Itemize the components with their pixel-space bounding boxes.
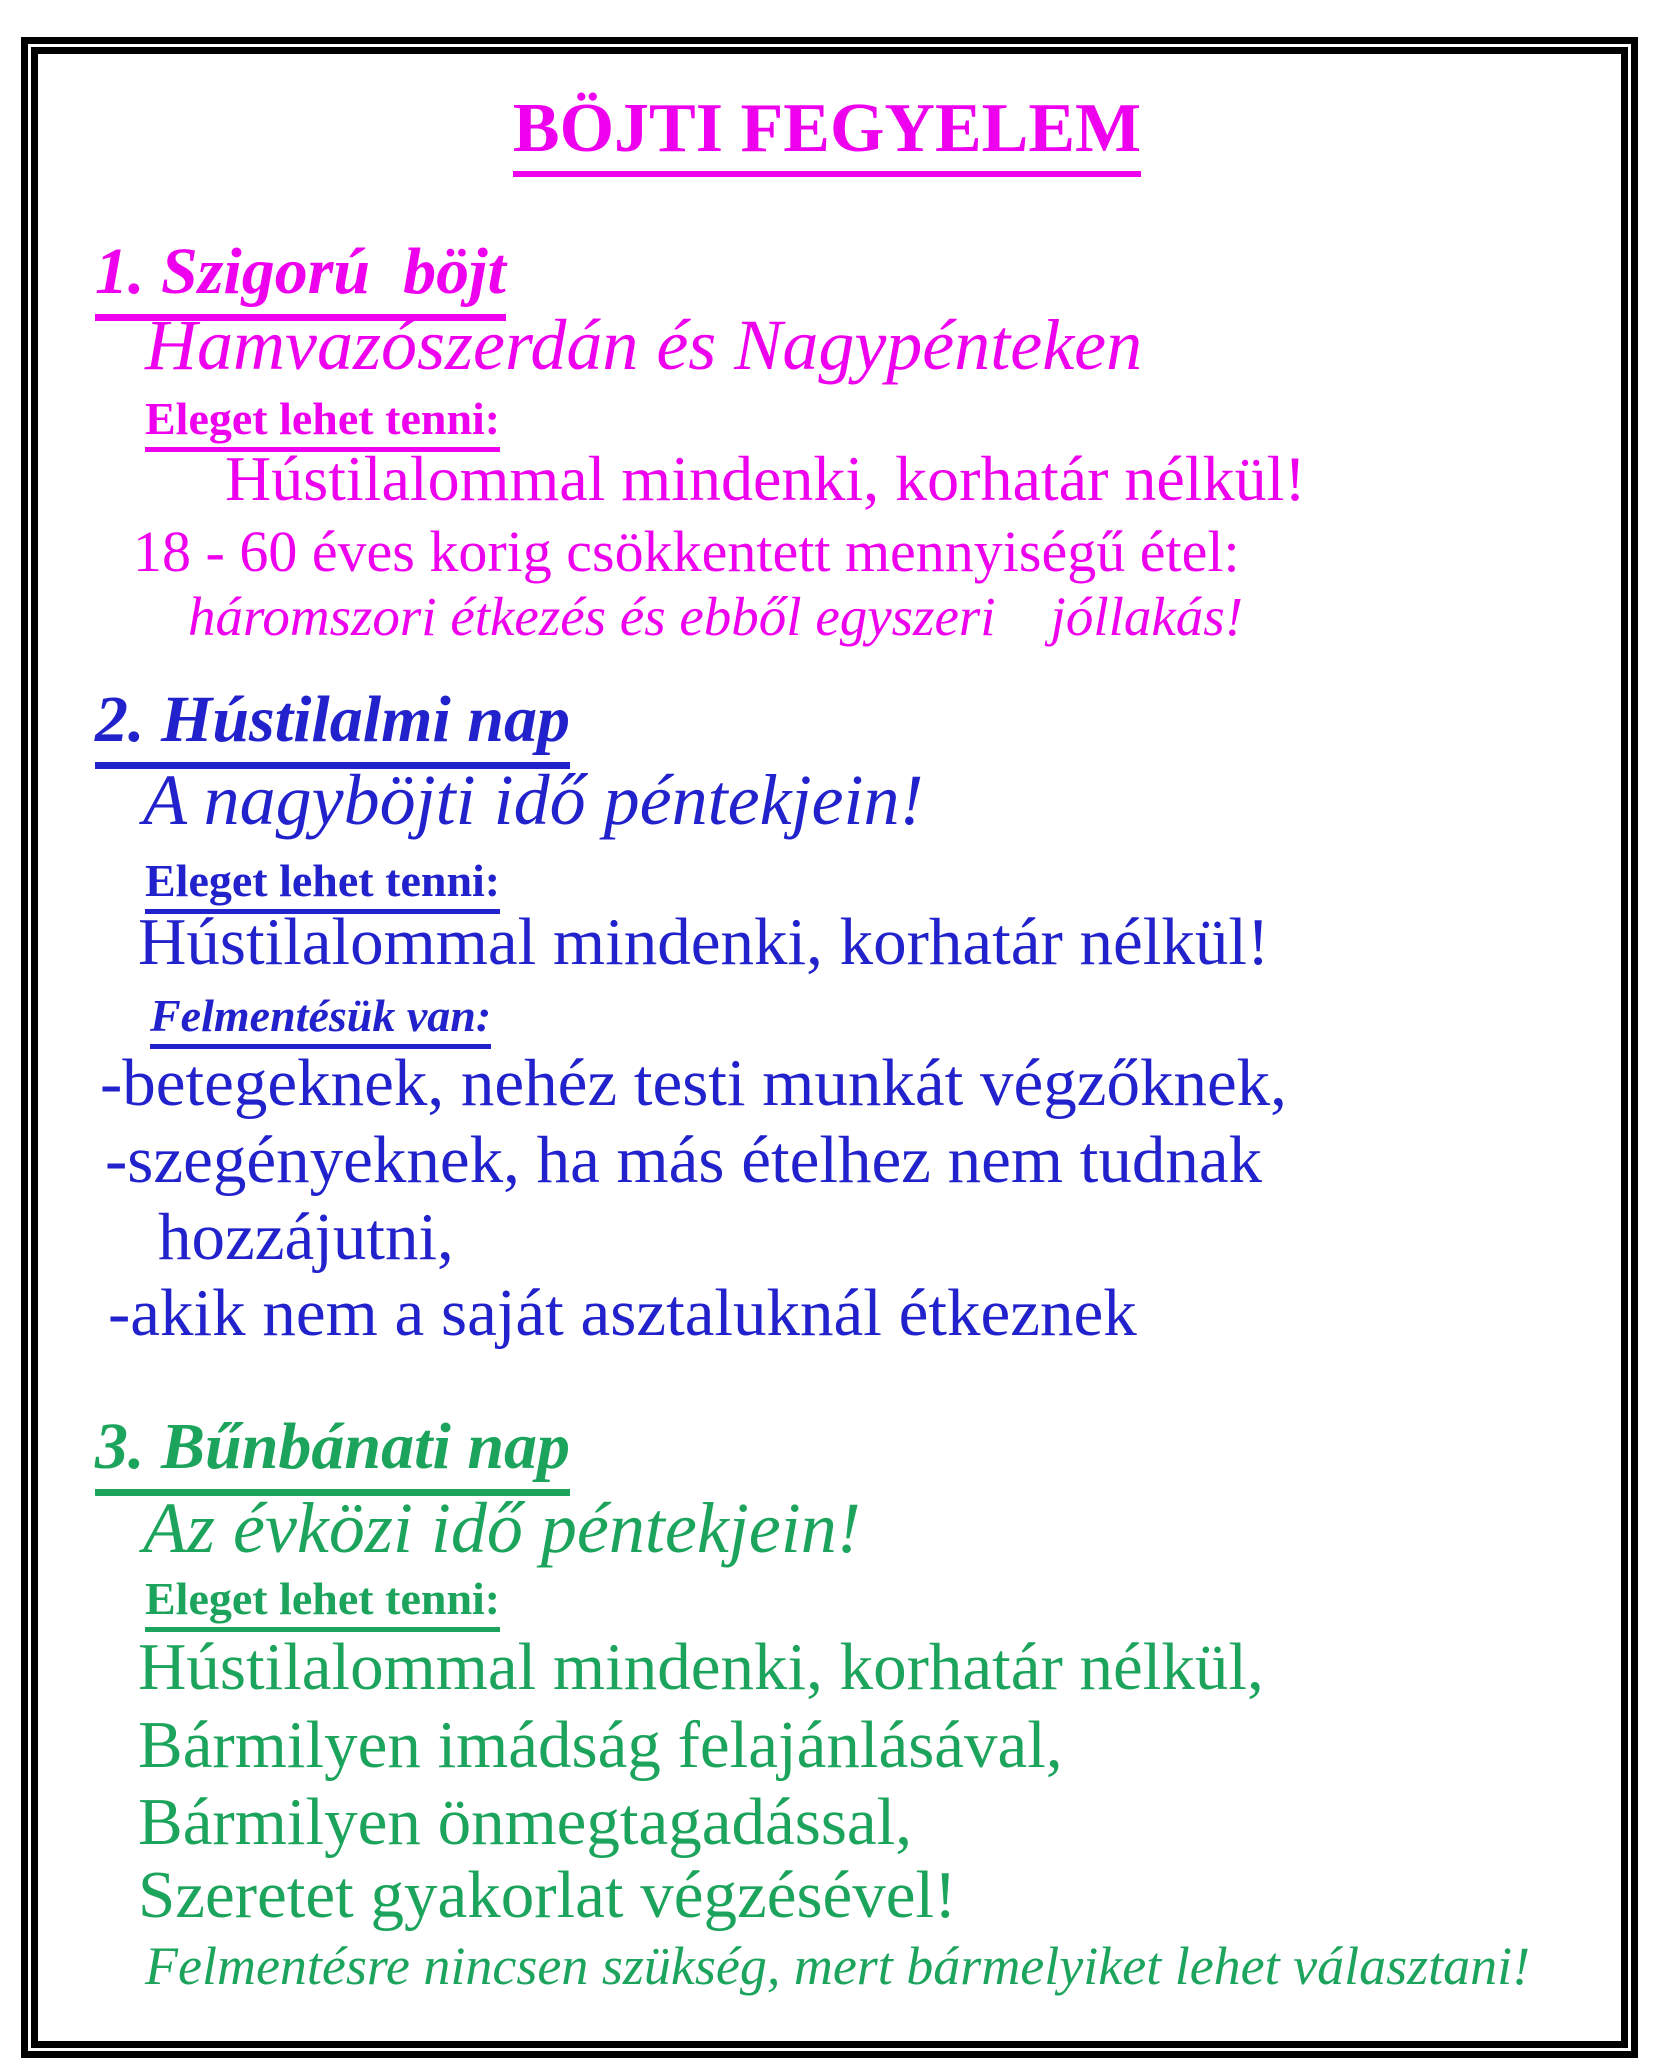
fulfill-option-2: Bármilyen imádság felajánlásával, (138, 1708, 1063, 1782)
exemption-item-1: -betegeknek, nehéz testi munkát végzőknek, (100, 1046, 1287, 1120)
fulfill-option-4: Szeretet gyakorlat végzésével! (138, 1858, 957, 1932)
section-2-subtitle: A nagyböjti idő péntekjein! (143, 760, 924, 840)
section-3-heading: 3. Bűnbánati nap (95, 1410, 570, 1496)
section-3-fulfill-label: Eleget lehet tenni: (145, 1573, 500, 1632)
exemption-item-2-continued: hozzájutni, (158, 1200, 454, 1274)
section-2-fulfill-line: Hústilalommal mindenki, korhatár nélkül! (138, 905, 1270, 979)
fulfill-option-1: Hústilalommal mindenki, korhatár nélkül, (138, 1630, 1264, 1704)
section-1-age-rule: 18 - 60 éves korig csökkentett mennyiségű étel: (133, 519, 1240, 584)
section-1-subtitle: Hamvazószerdán és Nagypénteken (145, 305, 1143, 385)
section-2-fulfill-label: Eleget lehet tenni: (145, 855, 500, 914)
exemption-item-3: -akik nem a saját asztaluknál étkeznek (108, 1276, 1137, 1350)
section-3-subtitle: Az évközi idő péntekjein! (143, 1488, 861, 1568)
section-3-note: Felmentésre nincsen szükség, mert bármelyiket lehet választani! (145, 1936, 1531, 1996)
fulfill-option-3: Bármilyen önmegtagadással, (138, 1785, 913, 1859)
section-1-meal-rule: háromszori étkezés és ebből egyszeri jóllakás! (188, 586, 1244, 647)
document-title: BÖJTI FEGYELEM (0, 90, 1654, 177)
section-1-heading: 1. Szigorú böjt (95, 235, 506, 321)
section-1-fulfill-line: Hústilalommal mindenki, korhatár nélkül! (225, 443, 1306, 514)
section-1-fulfill-label: Eleget lehet tenni: (145, 393, 500, 452)
section-2-heading: 2. Hústilalmi nap (95, 683, 570, 769)
section-2-exemption-label: Felmentésük van: (150, 990, 491, 1049)
exemption-item-2: -szegényeknek, ha más ételhez nem tudnak (105, 1123, 1263, 1197)
